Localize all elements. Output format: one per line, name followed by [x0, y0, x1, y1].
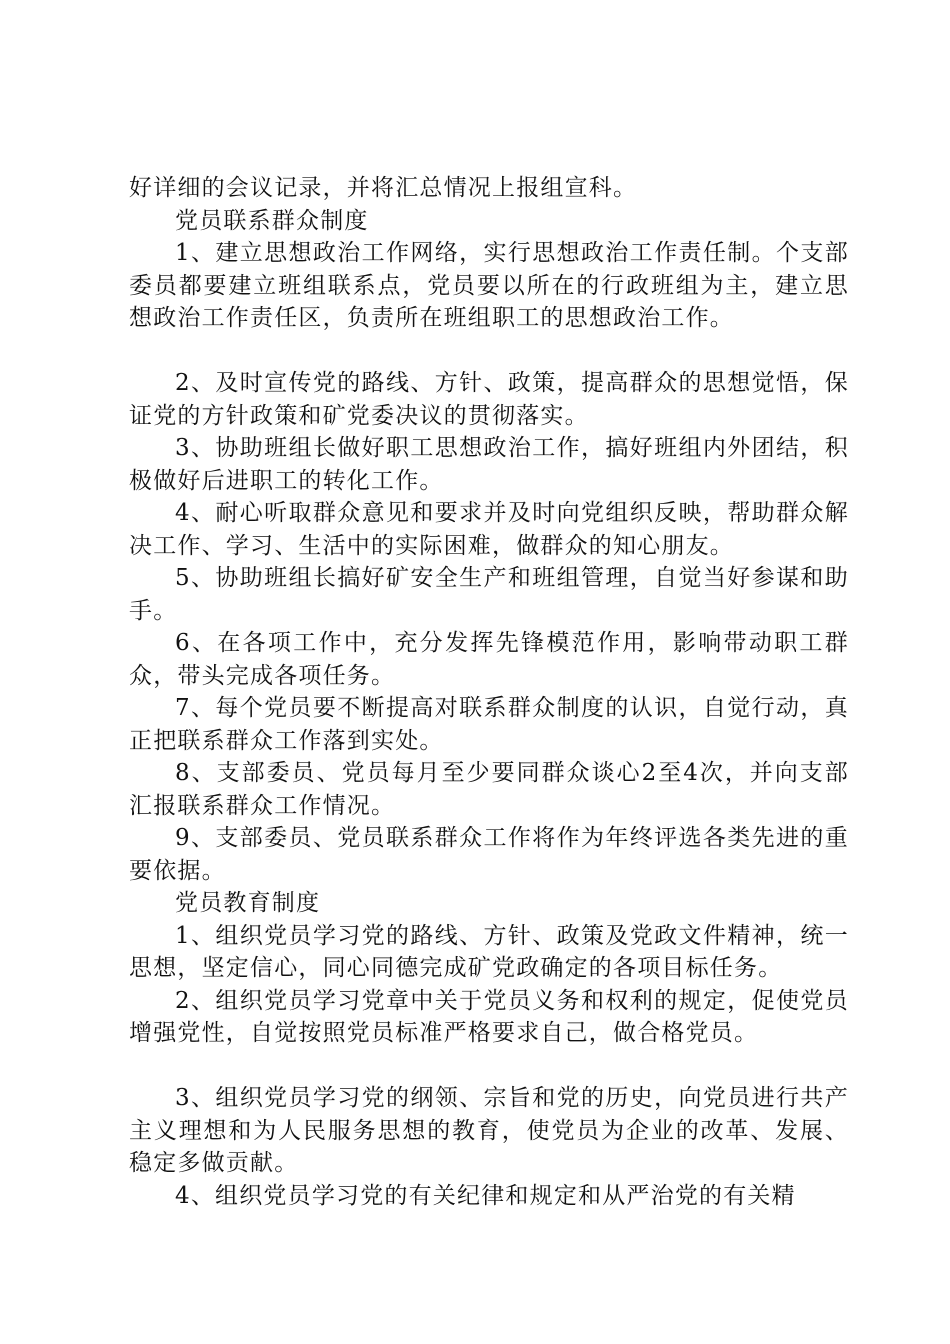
contact-item-6: 6、在各项工作中，充分发挥先锋模范作用，影响带动职工群众，带头完成各项任务。: [129, 630, 849, 689]
contact-item-8: 8、支部委员、党员每月至少要同群众谈心2至4次，并向支部汇报联系群众工作情况。: [129, 760, 849, 819]
contact-item-5: 5、协助班组长搞好矿安全生产和班组管理，自觉当好参谋和助手。: [129, 565, 849, 624]
document-body: [129, 172, 849, 1212]
contact-item-3: 3、协助班组长做好职工思想政治工作，搞好班组内外团结，积极做好后进职工的转化工作。: [129, 435, 849, 494]
paragraph-continuation: 好详细的会议记录，并将汇总情况上报组宣科。: [129, 175, 638, 201]
blank-line: [129, 335, 849, 368]
contact-item-2: 2、及时宣传党的路线、方针、政策，提高群众的思想觉悟，保证党的方针政策和矿党委决议的贯彻落实。: [129, 370, 849, 429]
section-heading-education: 党员教育制度: [175, 890, 321, 916]
section-heading-contact-masses: 党员联系群众制度: [175, 207, 369, 234]
contact-item-9: 9、支部委员、党员联系群众工作将作为年终评选各类先进的重要依据。: [129, 825, 849, 884]
education-item-4: 4、组织党员学习党的有关纪律和规定和从严治党的有关精: [175, 1182, 796, 1209]
contact-item-7: 7、每个党员要不断提高对联系群众制度的认识，自觉行动，真正把联系群众工作落到实处。: [129, 695, 849, 754]
education-item-2: 2、组织党员学习党章中关于党员义务和权利的规定，促使党员增强党性，自觉按照党员标准严格要求自己，做合格党员。: [129, 987, 849, 1046]
contact-item-4: 4、耐心听取群众意见和要求并及时向党组织反映，帮助群众解决工作、学习、生活中的实际困难，做群众的知心朋友。: [129, 500, 849, 559]
contact-item-1: 1、建立思想政治工作网络，实行思想政治工作责任制。个支部委员都要建立班组联系点，党员要以所在的行政班组为主，建立思想政治工作责任区，负责所在班组职工的思想政治工作。: [129, 240, 849, 331]
education-item-3: 3、组织党员学习党的纲领、宗旨和党的历史，向党员进行共产主义理想和为人民服务思想的教育，使党员为企业的改革、发展、稳定多做贡献。: [129, 1085, 849, 1176]
blank-line: [129, 1050, 849, 1083]
education-item-1: 1、组织党员学习党的路线、方针、政策及党政文件精神，统一思想，坚定信心，同心同德完成矿党政确定的各项目标任务。: [129, 922, 849, 981]
